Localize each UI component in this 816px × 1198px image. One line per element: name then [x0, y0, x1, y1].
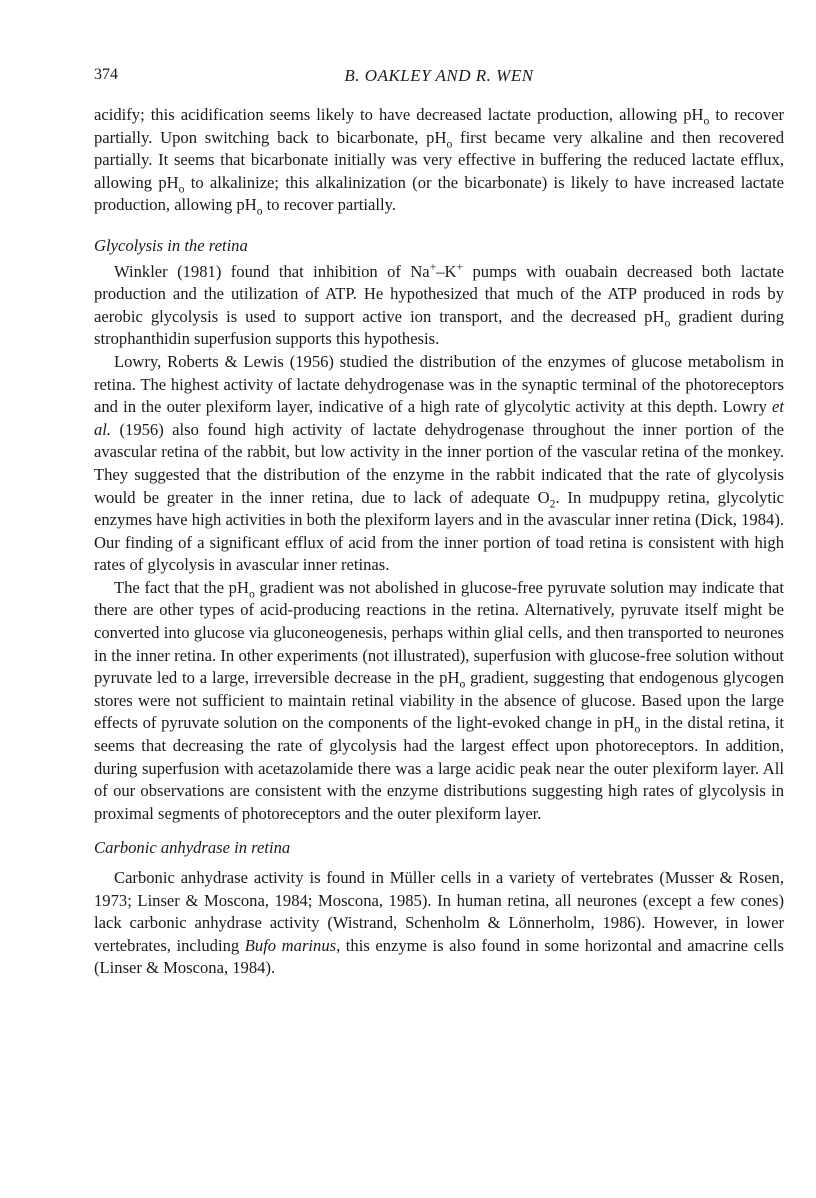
paragraph: [94, 577, 784, 826]
page-number: 374: [94, 66, 118, 83]
italic-text: Bufo marinus: [244, 935, 337, 955]
subscript: o: [446, 136, 453, 150]
subscript: 2: [549, 496, 556, 510]
text-run: –K: [436, 261, 457, 281]
running-title: B. OAKLEY AND R. WEN: [344, 66, 534, 85]
page-header: [94, 66, 784, 90]
text-run: Carbonic anhydrase activity is found in Müller cells in a variety of vertebrates (Musser & Rosen, 1973; Linser & Moscona, 1984; Moscona, 1985). In human retina, all neurones (except a few cones) lack carbonic anhydrase activity (Wistrand, Schenholm & Lönnerholm, 1986). However, in lower vertebrates, including: [94, 868, 784, 955]
subscript: o: [248, 587, 255, 601]
paragraph: [94, 867, 784, 980]
paragraph: [94, 104, 784, 217]
text-run: pumps with ouabain decreased both lactate production and the utilization of ATP. He hypothesized that much of the ATP produced in rods by aerobic glycolysis is used to support active ion transport, and the decreased pH: [94, 261, 785, 326]
subscript: o: [634, 722, 641, 736]
subscript: o: [459, 677, 466, 691]
text-run: The fact that the pH: [114, 577, 249, 597]
subscript: o: [178, 182, 185, 196]
paragraph: [94, 351, 784, 577]
text-run: . In mudpuppy retina, glycolytic enzymes have high activities in both the plexiform layers and in the avascular inner retina (Dick, 1984). Our finding of a significant efflux of acid from the inner portion of toad retina is consistent with high rates of glycolysis in avascular inner retinas.: [94, 487, 784, 575]
subscript: o: [703, 114, 710, 128]
text-run: , this enzyme is also found in some horizontal and amacrine cells (Linser & Moscona, 1984).: [94, 935, 784, 978]
superscript: +: [429, 260, 437, 274]
italic-text: et al.: [94, 397, 784, 439]
text-run: to recover partially. Upon switching back to bicarbonate, pH: [94, 105, 784, 147]
section-heading-glycolysis: Glycolysis in the retina: [94, 235, 248, 255]
text-run: first became very alkaline and then recovered partially. It seems that bicarbonate initially was very effective in buffering the reduced lactate efflux, allowing pH: [94, 127, 784, 192]
text-run: to alkalinize; this alkalinization (or the bicarbonate) is likely to have increased lactate production, allowing pH: [94, 172, 785, 215]
text-run: acidify; this acidification seems likely to have decreased lactate production, allowing pH: [94, 105, 704, 124]
text-run: (1956) also found high activity of lactate dehydrogenase throughout the inner portion of the avascular retina of the rabbit, but low activity in the inner portion of the vascular retina of the monkey. They suggested that the distribution of the enzyme in the rabbit indicated that the rate of glycolysis would be greater in the inner retina, due to lack of adequate O: [94, 419, 784, 507]
subscript: o: [256, 204, 263, 218]
text-run: to recover partially.: [262, 195, 396, 215]
text-run: Lowry, Roberts & Lewis (1956) studied the distribution of the enzymes of glucose metabolism in retina. The highest activity of lactate dehydrogenase was in the synaptic terminal of the photoreceptors and in the outer plexiform layer, indicative of a high rate of glycolytic activity at this depth. Lowry: [94, 351, 784, 417]
body-text: [94, 104, 784, 980]
text-run: Winkler (1981) found that inhibition of Na: [114, 261, 430, 281]
subscript: o: [664, 316, 671, 330]
text-run: gradient during strophanthidin superfusion supports this hypothesis.: [94, 306, 784, 349]
text-run: gradient was not abolished in glucose-free pyruvate solution may indicate that there are other types of acid-producing reactions in the retina. Alternatively, pyruvate itself might be converted into glucose via gluconeogenesis, perhaps within glial cells, and then transported to neurones in the inner retina. In other experiments (not illustrated), superfusion with glucose-free solution without pyruvate led to a large, irreversible decrease in the pH: [94, 577, 784, 688]
superscript: +: [456, 260, 464, 274]
text-run: in the distal retina, it seems that decreasing the rate of glycolysis had the largest effect upon photoreceptors. In addition, during superfusion with acetazolamide there was a large acidic peak near the outer plexiform layer. All of our observations are consistent with the enzyme distributions suggesting high rates of glycolysis in proximal segments of photoreceptors and the outer plexiform layer.: [94, 713, 784, 823]
text-run: gradient, suggesting that endogenous glycogen stores were not sufficient to maintain retinal viability in the absence of glucose. Based upon the large effects of pyruvate solution on the components of the light-evoked change in pH: [94, 668, 784, 733]
section-heading-carbonic-anhydrase: Carbonic anhydrase in retina: [94, 838, 291, 858]
paragraph: [94, 261, 784, 351]
